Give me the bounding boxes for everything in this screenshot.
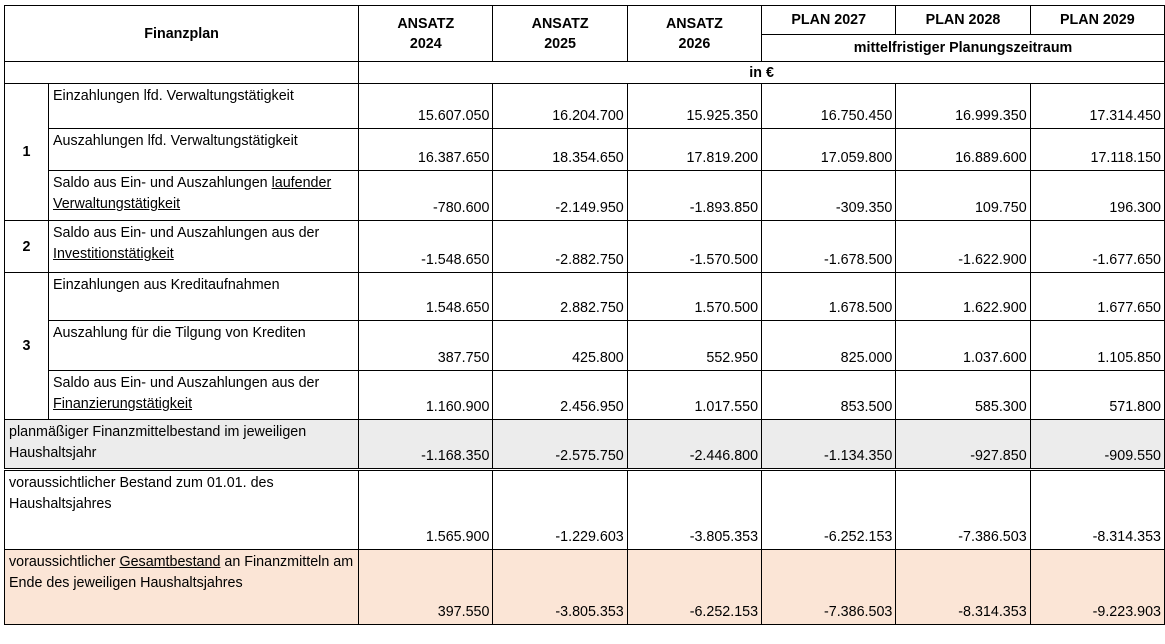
value-cell: 387.750: [359, 321, 493, 371]
group-number: 3: [5, 273, 49, 420]
summary-value-cell: -1.134.350: [762, 420, 896, 470]
column-header-plan-2027: PLAN 2027: [762, 6, 896, 35]
value-cell: -2.149.950: [493, 171, 627, 221]
value-cell: -1.548.650: [359, 221, 493, 273]
summary-label-underlined: Gesamtbestand: [119, 554, 221, 570]
row-label-underlined: Investitionstätigkeit: [52, 246, 174, 262]
value-cell: 16.750.450: [762, 84, 896, 129]
table-row: [5, 171, 1165, 221]
unit-row-spacer: [5, 62, 359, 84]
row-label-text: Auszahlung für die Tilgung von Krediten: [52, 325, 306, 341]
value-cell: -309.350: [762, 171, 896, 221]
summary-value-cell: 397.550: [359, 550, 493, 625]
row-label-text: Einzahlungen lfd. Verwaltungstätigkeit: [52, 88, 294, 104]
row-label-underlined: laufender Verwaltungstätigkeit: [52, 175, 332, 212]
value-cell: 16.204.700: [493, 84, 627, 129]
value-cell: -780.600: [359, 171, 493, 221]
summary-value-cell: -927.850: [896, 420, 1030, 470]
row-label: [48, 221, 358, 273]
unit-label: in €: [359, 62, 1165, 84]
planning-period-label: mittelfristiger Planungszeitraum: [762, 35, 1165, 62]
summary-row: [5, 470, 1165, 550]
row-label-text: Auszahlungen lfd. Verwaltungstätigkeit: [52, 133, 298, 149]
table-row: [5, 371, 1165, 420]
summary-value-cell: -909.550: [1030, 420, 1164, 470]
column-header-line2: 2025: [544, 35, 577, 52]
column-header-line1: ANSATZ: [665, 15, 723, 32]
value-cell: 552.950: [627, 321, 761, 371]
summary-value-cell: -7.386.503: [762, 550, 896, 625]
value-cell: -1.570.500: [627, 221, 761, 273]
value-cell: 853.500: [762, 371, 896, 420]
summary-label-text: voraussichtlicher Bestand zum 01.01. des Haushaltsjahres: [9, 475, 274, 512]
value-cell: 585.300: [896, 371, 1030, 420]
value-cell: 1.037.600: [896, 321, 1030, 371]
row-label-text: Saldo aus Ein- und Auszahlungen: [52, 175, 268, 191]
table-row: [5, 321, 1165, 371]
summary-row: [5, 420, 1165, 470]
table-row: [5, 84, 1165, 129]
value-cell: -1.678.500: [762, 221, 896, 273]
summary-value-cell: -3.805.353: [627, 470, 761, 550]
row-label: [48, 371, 358, 420]
value-cell: 1.160.900: [359, 371, 493, 420]
summary-label: [5, 470, 359, 550]
value-cell: 1.017.550: [627, 371, 761, 420]
summary-value-cell: -8.314.353: [896, 550, 1030, 625]
value-cell: 109.750: [896, 171, 1030, 221]
value-cell: 1.548.650: [359, 273, 493, 321]
value-cell: 196.300: [1030, 171, 1164, 221]
value-cell: 1.570.500: [627, 273, 761, 321]
value-cell: 17.314.450: [1030, 84, 1164, 129]
summary-value-cell: -2.446.800: [627, 420, 761, 470]
value-cell: 17.118.150: [1030, 129, 1164, 171]
group-number: 2: [5, 221, 49, 273]
summary-label-text: voraussichtlicher: [9, 554, 116, 570]
row-label: [48, 273, 358, 321]
value-cell: 1.105.850: [1030, 321, 1164, 371]
summary-value-cell: -6.252.153: [627, 550, 761, 625]
summary-value-cell: -3.805.353: [493, 550, 627, 625]
value-cell: 1.622.900: [896, 273, 1030, 321]
value-cell: 17.059.800: [762, 129, 896, 171]
column-header-line1: ANSATZ: [531, 15, 589, 32]
column-header-ansatz-2024: [359, 6, 493, 62]
value-cell: 17.819.200: [627, 129, 761, 171]
column-header-line2: 2026: [678, 35, 711, 52]
summary-row: [5, 550, 1165, 625]
value-cell: -1.677.650: [1030, 221, 1164, 273]
value-cell: -1.893.850: [627, 171, 761, 221]
value-cell: 1.678.500: [762, 273, 896, 321]
summary-label-text: planmäßiger Finanzmittelbestand im jeweiligen Haushaltsjahr: [9, 424, 307, 461]
value-cell: 15.607.050: [359, 84, 493, 129]
row-label: [48, 171, 358, 221]
unit-row: [5, 62, 1165, 84]
summary-value-cell: -7.386.503: [896, 470, 1030, 550]
value-cell: 2.456.950: [493, 371, 627, 420]
group-number: 1: [5, 84, 49, 221]
summary-value-cell: -2.575.750: [493, 420, 627, 470]
table-row: [5, 273, 1165, 321]
value-cell: 16.999.350: [896, 84, 1030, 129]
value-cell: 571.800: [1030, 371, 1164, 420]
value-cell: 425.800: [493, 321, 627, 371]
table-row: [5, 129, 1165, 171]
table-row: [5, 221, 1165, 273]
value-cell: -2.882.750: [493, 221, 627, 273]
row-label-underlined: Finanzierungstätigkeit: [52, 396, 193, 412]
summary-label-text-post: an Finanzmitteln am Ende des jeweiligen Haushaltsjahres: [9, 554, 354, 591]
row-label-text: Einzahlungen aus Kreditaufnahmen: [52, 277, 280, 293]
summary-value-cell: -1.168.350: [359, 420, 493, 470]
summary-label: [5, 550, 359, 625]
column-header-ansatz-2025: [493, 6, 627, 62]
value-cell: 18.354.650: [493, 129, 627, 171]
value-cell: 16.387.650: [359, 129, 493, 171]
row-label-text: Saldo aus Ein- und Auszahlungen aus der: [52, 225, 320, 241]
summary-label: [5, 420, 359, 470]
value-cell: -1.622.900: [896, 221, 1030, 273]
table-title: Finanzplan: [5, 6, 359, 62]
finanzplan-sheet: [4, 5, 1165, 625]
value-cell: 825.000: [762, 321, 896, 371]
column-header-line1: ANSATZ: [397, 15, 455, 32]
column-header-ansatz-2026: [627, 6, 761, 62]
value-cell: 15.925.350: [627, 84, 761, 129]
row-label: [48, 84, 358, 129]
value-cell: 1.677.650: [1030, 273, 1164, 321]
summary-value-cell: -1.229.603: [493, 470, 627, 550]
summary-value-cell: -8.314.353: [1030, 470, 1164, 550]
value-cell: 2.882.750: [493, 273, 627, 321]
row-label: [48, 129, 358, 171]
summary-value-cell: -9.223.903: [1030, 550, 1164, 625]
finanzplan-table: [4, 5, 1165, 625]
summary-value-cell: 1.565.900: [359, 470, 493, 550]
value-cell: 16.889.600: [896, 129, 1030, 171]
column-header-plan-2029: PLAN 2029: [1030, 6, 1164, 35]
summary-value-cell: -6.252.153: [762, 470, 896, 550]
row-label-text: Saldo aus Ein- und Auszahlungen aus der: [52, 375, 320, 391]
header-row: [5, 6, 1165, 35]
column-header-plan-2028: PLAN 2028: [896, 6, 1030, 35]
column-header-line2: 2024: [409, 35, 442, 52]
row-label: [48, 321, 358, 371]
